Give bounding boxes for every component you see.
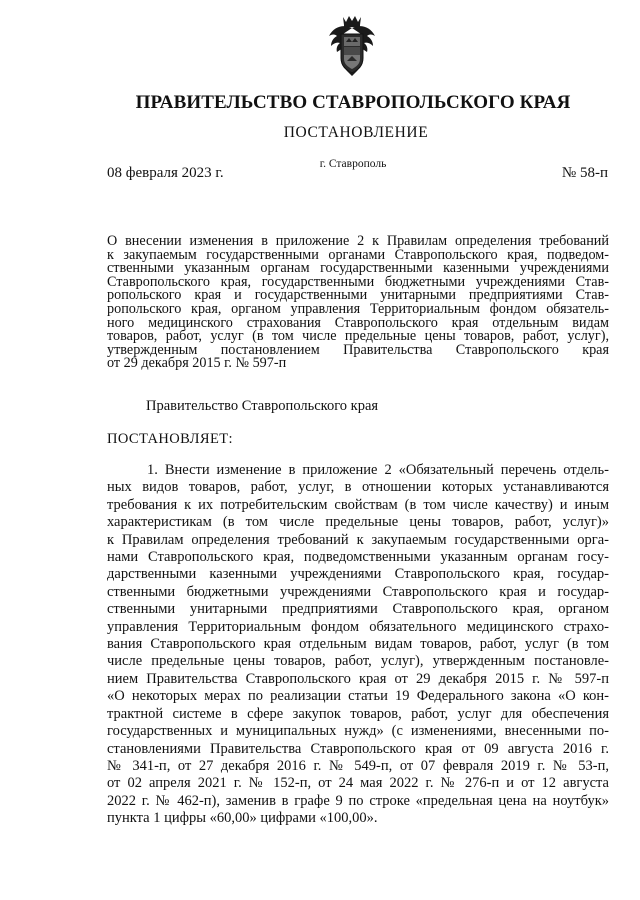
subject-line: утвержденным постановлением Правительства Ставропольского края	[107, 341, 609, 358]
body-line: дарственными казенными учреждениями Ставропольского края, государ-	[107, 566, 609, 583]
body-line: нами Ставропольского края, подведомственными указанным органам госу-	[107, 549, 609, 566]
subject-line: от 29 декабря 2015 г. № 597-п	[107, 355, 287, 372]
subject-line: О внесении изменения в приложение 2 к Правилам определения требований	[107, 233, 609, 249]
body-line: управления Территориальным фондом обязательного медицинского страхо-	[107, 618, 609, 635]
document-date: 08 февраля 2023 г.	[107, 165, 224, 181]
body-line: характеристикам (в том числе предельные цены товаров, работ, услуг)»	[107, 514, 609, 531]
subject-line: ного медицинского страхования Ставропольского края отдельным видам	[107, 314, 609, 331]
body-line: трактной системе в сфере закупок товаров, работ, услуг для обеспечения	[107, 705, 609, 722]
body-line: к Правилам определения требований к закупаемым государственными орга-	[107, 531, 609, 548]
subject-line: Ставропольского края, государственными бюджетными учреждениями Став-	[107, 273, 609, 290]
body-line: государственных и муниципальных нужд» (с изменениями, внесенными по-	[107, 723, 609, 740]
body-line: нием Правительства Ставропольского края от 29 декабря 2015 г. № 597-п	[107, 670, 609, 687]
body-line: пункта 1 цифры «60,00» цифрами «100,00».	[107, 810, 378, 827]
subject-line: ропольского края, органом управления Территориальным фондом обязатель-	[107, 300, 609, 317]
body-line: становлениями Правительства Ставропольского края от 09 августа 2016 г.	[107, 740, 609, 757]
document-type: ПОСТАНОВЛЕНИЕ	[283, 124, 429, 141]
subject-line: ственными указанным органам государственными казенными учреждениями	[107, 260, 609, 277]
body-line: ственными бюджетными учреждениями Ставропольского края и государ-	[107, 583, 609, 600]
subject-line: ропольского края и государственными унитарными предприятиями Став-	[107, 287, 609, 304]
body-line: требования к их потребительским свойствам (в том числе качеству) и иным	[107, 496, 609, 513]
decrees-heading: ПОСТАНОВЛЯЕТ:	[107, 431, 233, 447]
body-line: 1. Внести изменение в приложение 2 «Обязательный перечень отдель-	[147, 462, 609, 478]
government-title: ПРАВИТЕЛЬСТВО СТАВРОПОЛЬСКОГО КРАЯ	[135, 92, 571, 113]
stavropol-coat-of-arms-icon	[326, 14, 378, 80]
body-paragraph	[107, 462, 609, 828]
subject-line: товаров, работ, услуг (в том числе предельные цены товаров, работ, услуг),	[107, 328, 609, 345]
body-line: № 341-п, от 27 декабря 2016 г. № 549-п, от 07 февраля 2019 г. № 53-п,	[107, 757, 609, 774]
body-line: от 02 апреля 2021 г. № 152-п, от 24 мая 2022 г. № 276-п и от 12 августа	[107, 775, 609, 792]
body-line: ных видов товаров, работ, услуг, в отношении которых устанавливаются	[107, 479, 609, 496]
subject-line: к закупаемым государственными органами Ставропольского края, подведом-	[107, 246, 609, 263]
document-subject	[107, 235, 609, 371]
document-number: № 58-п	[561, 165, 608, 181]
document-city: г. Ставрополь	[319, 158, 387, 170]
body-line: числе предельные цены товаров, работ, услуг), утвержденным постановле-	[107, 653, 609, 670]
body-line: 2022 г. № 462-п), заменив в графе 9 по строке «предельная цена на ноутбук»	[107, 792, 609, 809]
body-line: «О некоторых мерах по реализации статьи 19 Федерального закона «О кон-	[107, 688, 609, 705]
issuing-authority: Правительство Ставропольского края	[146, 398, 379, 414]
body-line: вания Ставропольского края отдельным видам товаров, работ, услуг (в том	[107, 636, 609, 653]
body-line: ственными унитарными предприятиями Ставропольского края, органом	[107, 601, 609, 618]
